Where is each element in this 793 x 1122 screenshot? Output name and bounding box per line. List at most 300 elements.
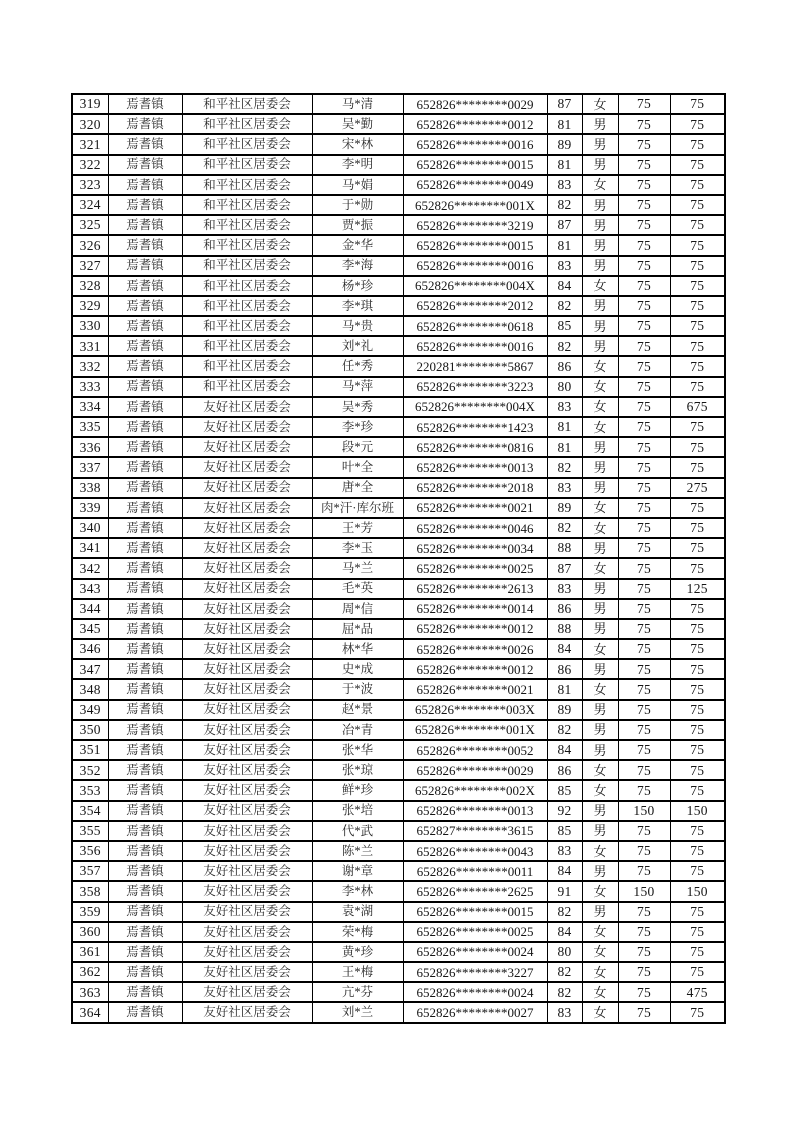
cell-id: 652826********0013	[403, 457, 547, 477]
cell-community: 友好社区居委会	[182, 760, 312, 780]
cell-amount: 75	[670, 922, 725, 942]
table-row	[72, 962, 725, 982]
cell-town: 焉耆镇	[108, 881, 182, 901]
cell-id: 652826********1423	[403, 417, 547, 437]
cell-id: 652826********3219	[403, 215, 547, 235]
cell-amount: 75	[670, 558, 725, 578]
table-row	[72, 599, 725, 619]
cell-standard: 75	[618, 256, 670, 276]
cell-no: 333	[72, 377, 108, 397]
table-row	[72, 639, 725, 659]
cell-community: 友好社区居委会	[182, 457, 312, 477]
cell-town: 焉耆镇	[108, 377, 182, 397]
cell-standard: 75	[618, 639, 670, 659]
cell-no: 331	[72, 336, 108, 356]
cell-id: 652826********2018	[403, 478, 547, 498]
cell-name: 张*琼	[312, 760, 403, 780]
cell-age: 81	[547, 437, 582, 457]
cell-standard: 75	[618, 720, 670, 740]
cell-age: 86	[547, 760, 582, 780]
cell-no: 355	[72, 821, 108, 841]
table-row	[72, 498, 725, 518]
table-row	[72, 235, 725, 255]
cell-gender: 男	[582, 740, 618, 760]
table-row	[72, 881, 725, 901]
table-row	[72, 114, 725, 134]
cell-town: 焉耆镇	[108, 498, 182, 518]
cell-no: 341	[72, 538, 108, 558]
cell-id: 652826********0025	[403, 922, 547, 942]
cell-name: 马*贵	[312, 316, 403, 336]
table-row	[72, 478, 725, 498]
cell-gender: 男	[582, 437, 618, 457]
cell-age: 80	[547, 942, 582, 962]
cell-age: 81	[547, 114, 582, 134]
table-row	[72, 397, 725, 417]
table-row	[72, 417, 725, 437]
cell-age: 83	[547, 397, 582, 417]
cell-name: 周*信	[312, 599, 403, 619]
cell-standard: 75	[618, 599, 670, 619]
cell-gender: 女	[582, 518, 618, 538]
cell-no: 335	[72, 417, 108, 437]
cell-no: 320	[72, 114, 108, 134]
cell-no: 350	[72, 720, 108, 740]
cell-community: 友好社区居委会	[182, 841, 312, 861]
cell-community: 和平社区居委会	[182, 94, 312, 114]
table-row	[72, 195, 725, 215]
cell-town: 焉耆镇	[108, 982, 182, 1002]
cell-amount: 75	[670, 902, 725, 922]
cell-community: 友好社区居委会	[182, 679, 312, 699]
cell-standard: 150	[618, 881, 670, 901]
cell-no: 323	[72, 175, 108, 195]
cell-no: 345	[72, 619, 108, 639]
cell-age: 89	[547, 498, 582, 518]
cell-amount: 75	[670, 377, 725, 397]
cell-id: 652826********0043	[403, 841, 547, 861]
cell-gender: 男	[582, 316, 618, 336]
cell-age: 84	[547, 740, 582, 760]
cell-id: 652826********0027	[403, 1002, 547, 1022]
cell-gender: 男	[582, 114, 618, 134]
table-row	[72, 558, 725, 578]
cell-town: 焉耆镇	[108, 861, 182, 881]
cell-standard: 75	[618, 336, 670, 356]
cell-town: 焉耆镇	[108, 558, 182, 578]
cell-gender: 女	[582, 982, 618, 1002]
cell-name: 肉*汗·库尔班	[312, 498, 403, 518]
table-row	[72, 902, 725, 922]
cell-gender: 女	[582, 498, 618, 518]
cell-age: 83	[547, 175, 582, 195]
cell-id: 652826********0026	[403, 639, 547, 659]
cell-gender: 男	[582, 215, 618, 235]
cell-amount: 75	[670, 700, 725, 720]
cell-amount: 75	[670, 720, 725, 740]
table-row	[72, 861, 725, 881]
cell-age: 82	[547, 457, 582, 477]
cell-name: 谢*章	[312, 861, 403, 881]
table-row	[72, 760, 725, 780]
cell-no: 359	[72, 902, 108, 922]
cell-name: 亢*芬	[312, 982, 403, 1002]
cell-community: 友好社区居委会	[182, 780, 312, 800]
cell-name: 叶*全	[312, 457, 403, 477]
cell-no: 362	[72, 962, 108, 982]
cell-community: 友好社区居委会	[182, 417, 312, 437]
cell-standard: 75	[618, 296, 670, 316]
cell-gender: 男	[582, 659, 618, 679]
cell-no: 354	[72, 801, 108, 821]
cell-id: 652826********0029	[403, 760, 547, 780]
cell-age: 82	[547, 962, 582, 982]
cell-standard: 75	[618, 579, 670, 599]
cell-town: 焉耆镇	[108, 579, 182, 599]
cell-no: 352	[72, 760, 108, 780]
cell-name: 王*芳	[312, 518, 403, 538]
cell-id: 652826********0024	[403, 942, 547, 962]
table-row	[72, 780, 725, 800]
cell-id: 652826********001X	[403, 720, 547, 740]
cell-name: 段*元	[312, 437, 403, 457]
cell-name: 鲜*珍	[312, 780, 403, 800]
cell-amount: 125	[670, 579, 725, 599]
cell-gender: 女	[582, 962, 618, 982]
cell-name: 李*海	[312, 256, 403, 276]
cell-age: 82	[547, 336, 582, 356]
cell-amount: 75	[670, 518, 725, 538]
cell-community: 友好社区居委会	[182, 881, 312, 901]
table-row	[72, 457, 725, 477]
cell-standard: 75	[618, 437, 670, 457]
cell-name: 冶*青	[312, 720, 403, 740]
cell-no: 343	[72, 579, 108, 599]
cell-amount: 275	[670, 478, 725, 498]
cell-gender: 女	[582, 780, 618, 800]
cell-age: 84	[547, 861, 582, 881]
cell-name: 马*萍	[312, 377, 403, 397]
cell-age: 87	[547, 94, 582, 114]
cell-standard: 75	[618, 215, 670, 235]
cell-no: 321	[72, 134, 108, 154]
cell-age: 85	[547, 780, 582, 800]
cell-standard: 75	[618, 922, 670, 942]
cell-standard: 75	[618, 962, 670, 982]
cell-amount: 75	[670, 821, 725, 841]
cell-community: 友好社区居委会	[182, 720, 312, 740]
cell-age: 91	[547, 881, 582, 901]
cell-standard: 75	[618, 397, 670, 417]
cell-age: 80	[547, 377, 582, 397]
cell-community: 友好社区居委会	[182, 902, 312, 922]
cell-id: 652826********0816	[403, 437, 547, 457]
cell-id: 652826********0015	[403, 155, 547, 175]
cell-standard: 75	[618, 518, 670, 538]
table-row	[72, 659, 725, 679]
table-row	[72, 336, 725, 356]
cell-name: 刘*兰	[312, 1002, 403, 1022]
cell-id: 652826********0049	[403, 175, 547, 195]
table-row	[72, 94, 725, 114]
cell-name: 李*珍	[312, 417, 403, 437]
cell-gender: 男	[582, 700, 618, 720]
cell-no: 338	[72, 478, 108, 498]
cell-no: 349	[72, 700, 108, 720]
table-row	[72, 579, 725, 599]
cell-amount: 75	[670, 740, 725, 760]
cell-gender: 女	[582, 881, 618, 901]
cell-standard: 75	[618, 760, 670, 780]
cell-no: 328	[72, 276, 108, 296]
cell-standard: 75	[618, 942, 670, 962]
cell-name: 刘*礼	[312, 336, 403, 356]
cell-gender: 女	[582, 639, 618, 659]
cell-standard: 75	[618, 1002, 670, 1022]
cell-age: 83	[547, 841, 582, 861]
cell-no: 324	[72, 195, 108, 215]
cell-amount: 75	[670, 336, 725, 356]
cell-community: 友好社区居委会	[182, 982, 312, 1002]
table-row	[72, 720, 725, 740]
cell-town: 焉耆镇	[108, 276, 182, 296]
cell-town: 焉耆镇	[108, 538, 182, 558]
cell-id: 652826********0021	[403, 679, 547, 699]
cell-no: 337	[72, 457, 108, 477]
cell-community: 友好社区居委会	[182, 558, 312, 578]
cell-gender: 女	[582, 356, 618, 376]
cell-standard: 75	[618, 235, 670, 255]
cell-name: 马*娟	[312, 175, 403, 195]
cell-id: 652826********0015	[403, 235, 547, 255]
cell-age: 82	[547, 296, 582, 316]
cell-town: 焉耆镇	[108, 902, 182, 922]
cell-no: 336	[72, 437, 108, 457]
cell-town: 焉耆镇	[108, 437, 182, 457]
cell-no: 361	[72, 942, 108, 962]
cell-community: 和平社区居委会	[182, 155, 312, 175]
table-row	[72, 175, 725, 195]
cell-gender: 女	[582, 922, 618, 942]
cell-amount: 75	[670, 276, 725, 296]
cell-town: 焉耆镇	[108, 740, 182, 760]
cell-no: 363	[72, 982, 108, 1002]
cell-standard: 150	[618, 801, 670, 821]
cell-gender: 女	[582, 558, 618, 578]
cell-town: 焉耆镇	[108, 962, 182, 982]
cell-standard: 75	[618, 478, 670, 498]
cell-name: 张*培	[312, 801, 403, 821]
cell-amount: 150	[670, 801, 725, 821]
cell-amount: 75	[670, 538, 725, 558]
cell-standard: 75	[618, 417, 670, 437]
cell-amount: 75	[670, 155, 725, 175]
cell-age: 82	[547, 720, 582, 740]
cell-town: 焉耆镇	[108, 922, 182, 942]
cell-town: 焉耆镇	[108, 478, 182, 498]
cell-id: 652826********0021	[403, 498, 547, 518]
cell-no: 358	[72, 881, 108, 901]
cell-id: 652827********3615	[403, 821, 547, 841]
cell-gender: 男	[582, 155, 618, 175]
cell-community: 和平社区居委会	[182, 256, 312, 276]
cell-id: 652826********2625	[403, 881, 547, 901]
cell-id: 652826********2012	[403, 296, 547, 316]
cell-town: 焉耆镇	[108, 195, 182, 215]
cell-community: 友好社区居委会	[182, 397, 312, 417]
cell-town: 焉耆镇	[108, 942, 182, 962]
cell-age: 82	[547, 982, 582, 1002]
cell-town: 焉耆镇	[108, 700, 182, 720]
cell-id: 652826********001X	[403, 195, 547, 215]
cell-amount: 75	[670, 457, 725, 477]
cell-community: 友好社区居委会	[182, 579, 312, 599]
cell-amount: 75	[670, 215, 725, 235]
cell-name: 林*华	[312, 639, 403, 659]
cell-id: 652826********0013	[403, 801, 547, 821]
cell-amount: 75	[670, 619, 725, 639]
cell-name: 毛*英	[312, 579, 403, 599]
cell-id: 220281********5867	[403, 356, 547, 376]
cell-age: 85	[547, 821, 582, 841]
cell-town: 焉耆镇	[108, 720, 182, 740]
cell-gender: 男	[582, 336, 618, 356]
cell-town: 焉耆镇	[108, 94, 182, 114]
cell-amount: 75	[670, 256, 725, 276]
cell-amount: 75	[670, 437, 725, 457]
cell-id: 652826********3223	[403, 377, 547, 397]
cell-name: 荣*梅	[312, 922, 403, 942]
cell-no: 339	[72, 498, 108, 518]
cell-no: 364	[72, 1002, 108, 1022]
table-row	[72, 356, 725, 376]
cell-age: 83	[547, 256, 582, 276]
cell-town: 焉耆镇	[108, 336, 182, 356]
cell-name: 任*秀	[312, 356, 403, 376]
cell-standard: 75	[618, 861, 670, 881]
table-row	[72, 841, 725, 861]
cell-amount: 75	[670, 94, 725, 114]
table-row	[72, 256, 725, 276]
table-row	[72, 296, 725, 316]
cell-amount: 75	[670, 114, 725, 134]
cell-amount: 675	[670, 397, 725, 417]
cell-gender: 女	[582, 942, 618, 962]
cell-town: 焉耆镇	[108, 1002, 182, 1022]
cell-town: 焉耆镇	[108, 457, 182, 477]
cell-standard: 75	[618, 619, 670, 639]
cell-community: 和平社区居委会	[182, 377, 312, 397]
cell-name: 陈*兰	[312, 841, 403, 861]
cell-community: 友好社区居委会	[182, 700, 312, 720]
cell-name: 宋*林	[312, 134, 403, 154]
cell-town: 焉耆镇	[108, 599, 182, 619]
cell-age: 84	[547, 639, 582, 659]
table-row	[72, 740, 725, 760]
cell-id: 652826********2613	[403, 579, 547, 599]
table-row	[72, 276, 725, 296]
cell-town: 焉耆镇	[108, 134, 182, 154]
cell-standard: 75	[618, 316, 670, 336]
cell-town: 焉耆镇	[108, 256, 182, 276]
cell-amount: 75	[670, 599, 725, 619]
table-row	[72, 942, 725, 962]
cell-no: 342	[72, 558, 108, 578]
cell-age: 88	[547, 619, 582, 639]
cell-town: 焉耆镇	[108, 780, 182, 800]
cell-community: 友好社区居委会	[182, 821, 312, 841]
cell-amount: 150	[670, 881, 725, 901]
cell-standard: 75	[618, 821, 670, 841]
cell-town: 焉耆镇	[108, 114, 182, 134]
cell-standard: 75	[618, 558, 670, 578]
table-row	[72, 1002, 725, 1022]
cell-age: 81	[547, 679, 582, 699]
cell-amount: 75	[670, 1002, 725, 1022]
table-row	[72, 982, 725, 1002]
cell-age: 82	[547, 518, 582, 538]
cell-amount: 75	[670, 679, 725, 699]
cell-age: 87	[547, 558, 582, 578]
cell-standard: 75	[618, 276, 670, 296]
pension-roster-table	[71, 93, 726, 1024]
cell-age: 82	[547, 902, 582, 922]
cell-town: 焉耆镇	[108, 518, 182, 538]
cell-community: 友好社区居委会	[182, 659, 312, 679]
cell-community: 友好社区居委会	[182, 942, 312, 962]
cell-no: 347	[72, 659, 108, 679]
cell-town: 焉耆镇	[108, 175, 182, 195]
cell-community: 友好社区居委会	[182, 962, 312, 982]
cell-community: 友好社区居委会	[182, 861, 312, 881]
cell-no: 326	[72, 235, 108, 255]
cell-id: 652826********004X	[403, 276, 547, 296]
cell-town: 焉耆镇	[108, 841, 182, 861]
cell-gender: 女	[582, 760, 618, 780]
cell-amount: 75	[670, 498, 725, 518]
cell-name: 吴*勤	[312, 114, 403, 134]
cell-community: 和平社区居委会	[182, 114, 312, 134]
roster-table-body	[72, 94, 725, 1023]
cell-town: 焉耆镇	[108, 417, 182, 437]
cell-age: 83	[547, 478, 582, 498]
cell-age: 89	[547, 134, 582, 154]
cell-standard: 75	[618, 134, 670, 154]
cell-age: 81	[547, 235, 582, 255]
cell-gender: 女	[582, 276, 618, 296]
cell-community: 友好社区居委会	[182, 599, 312, 619]
cell-gender: 男	[582, 599, 618, 619]
cell-town: 焉耆镇	[108, 356, 182, 376]
cell-age: 82	[547, 195, 582, 215]
cell-no: 346	[72, 639, 108, 659]
cell-amount: 75	[670, 235, 725, 255]
cell-town: 焉耆镇	[108, 821, 182, 841]
cell-amount: 75	[670, 175, 725, 195]
cell-age: 86	[547, 659, 582, 679]
cell-name: 李*琪	[312, 296, 403, 316]
cell-town: 焉耆镇	[108, 619, 182, 639]
cell-name: 马*兰	[312, 558, 403, 578]
table-row	[72, 538, 725, 558]
cell-amount: 75	[670, 316, 725, 336]
cell-name: 李*林	[312, 881, 403, 901]
cell-town: 焉耆镇	[108, 639, 182, 659]
cell-standard: 75	[618, 982, 670, 1002]
cell-community: 友好社区居委会	[182, 801, 312, 821]
cell-no: 330	[72, 316, 108, 336]
cell-community: 友好社区居委会	[182, 740, 312, 760]
